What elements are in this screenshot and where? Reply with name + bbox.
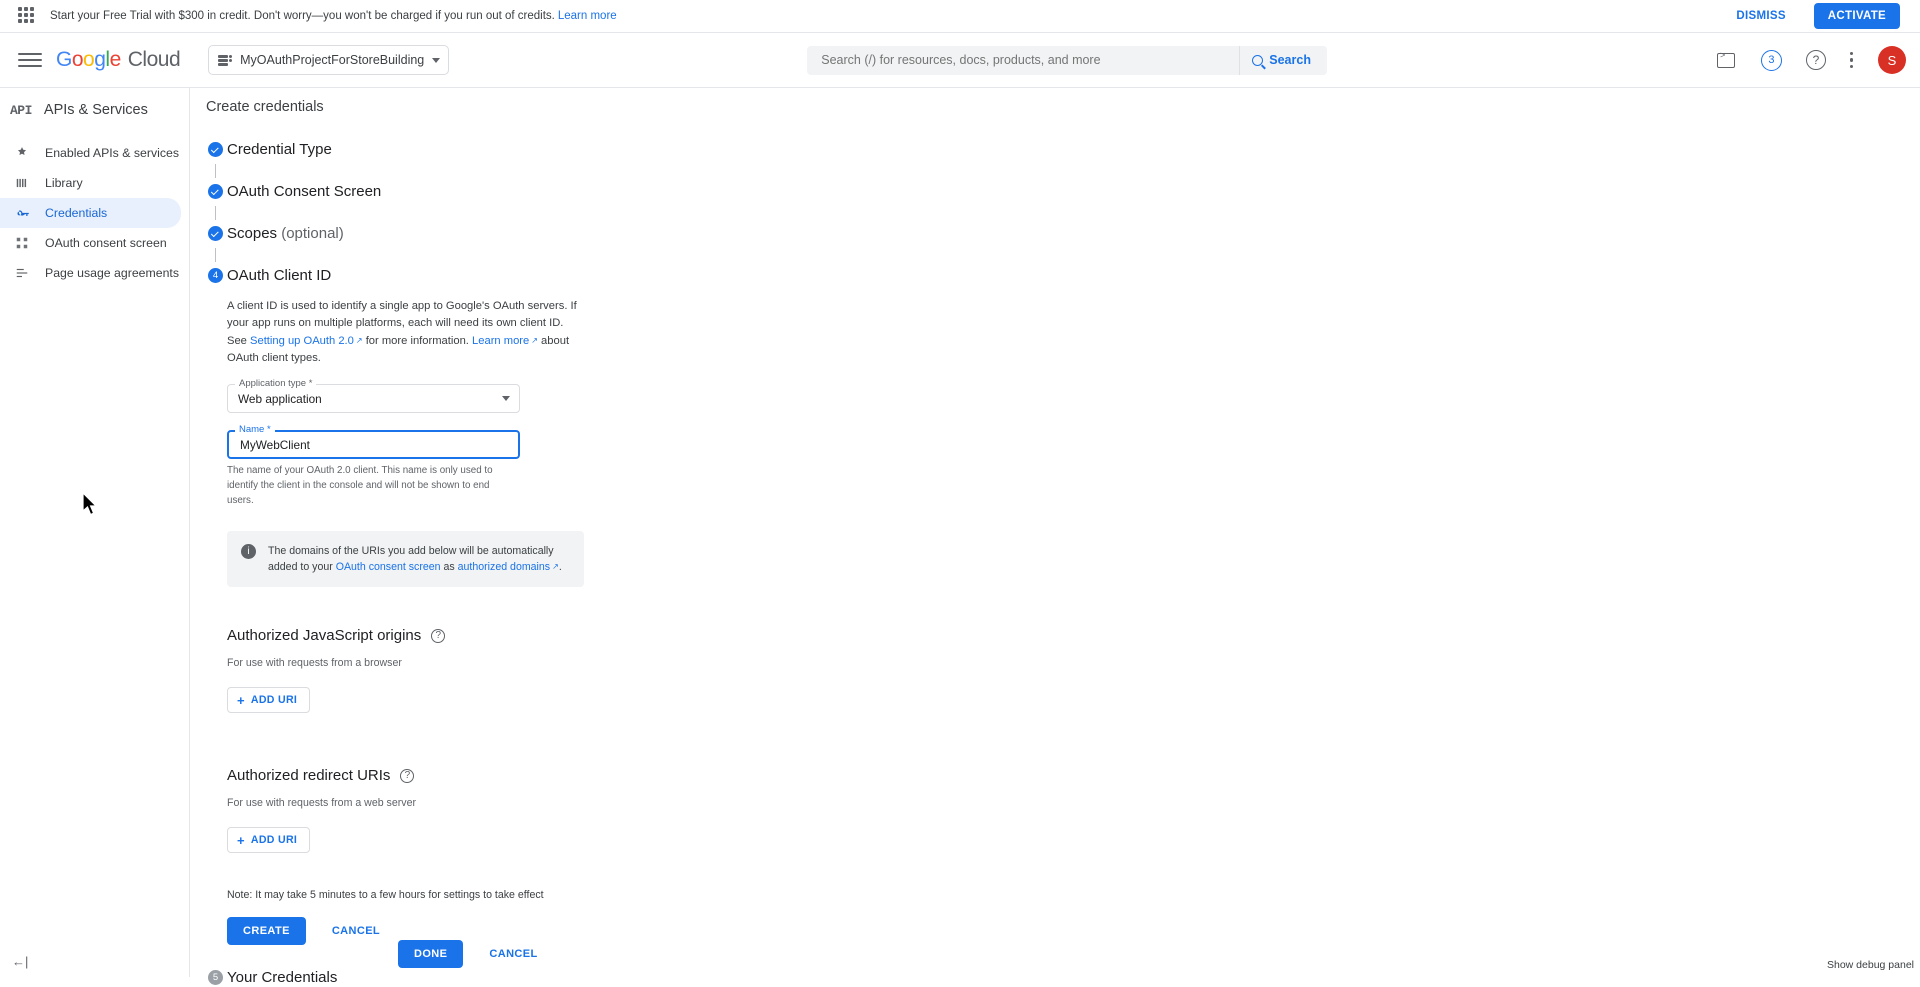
google-cloud-logo[interactable]: [56, 48, 180, 72]
redirect-uris-title: Authorized redirect URIs: [227, 767, 391, 785]
collapse-sidebar-icon[interactable]: ←|: [12, 954, 29, 969]
application-type-field[interactable]: [227, 378, 520, 413]
desc-part-3: about OAuth client types.: [227, 334, 570, 365]
logo-letter: l: [105, 48, 110, 71]
setting-up-oauth-link[interactable]: Setting up OAuth 2.0 ↗: [250, 335, 363, 347]
trial-banner-text: Start your Free Trial with $300 in credit. Don't worry—you won't be charged if you run out of credits.: [50, 10, 555, 22]
logo-letter: G: [56, 48, 72, 71]
step-number-badge: 5: [208, 970, 223, 985]
plus-icon: +: [237, 692, 245, 708]
add-uri-label: ADD URI: [250, 694, 298, 707]
step-title: Credential Type: [227, 141, 332, 158]
page-title: Create credentials: [206, 98, 324, 115]
wizard-content: [190, 125, 1920, 987]
project-selector[interactable]: [208, 45, 449, 75]
logo-letter: o: [83, 48, 95, 71]
client-name-label: Name *: [235, 424, 275, 435]
learn-more-link[interactable]: Learn more ↗: [472, 335, 538, 347]
show-debug-panel-link[interactable]: Show debug panel: [1827, 959, 1914, 971]
sidebar-item-label: Page usage agreements: [45, 266, 179, 280]
trial-banner: [0, 0, 1920, 33]
step-oauth-client-id: [208, 267, 1920, 945]
redirect-uris-add-uri-button[interactable]: [227, 827, 310, 853]
step-title: OAuth Client ID: [227, 267, 332, 284]
step-connector: [215, 248, 216, 262]
page-body: [0, 88, 1920, 987]
key-icon: [14, 205, 30, 221]
redirect-uris-title-row: [227, 767, 1920, 784]
sidebar-item-credentials[interactable]: [0, 198, 181, 228]
search-input[interactable]: [819, 52, 1227, 68]
redirect-uris-subtitle: For use with requests from a web server: [227, 797, 416, 810]
logo-letter: o: [71, 48, 84, 71]
sidebar-item-oauth-consent-screen[interactable]: [0, 228, 181, 258]
footer-cancel-button[interactable]: CANCEL: [479, 940, 547, 968]
authorized-domains-link[interactable]: authorized domains ↗: [458, 561, 559, 573]
trial-banner-actions: [1730, 3, 1906, 29]
sidebar-item-label: Enabled APIs & services: [45, 146, 179, 160]
sidebar-title: APIs & Services: [43, 102, 148, 118]
notifications-button[interactable]: 3: [1761, 50, 1782, 71]
search-button-label: Search: [1269, 53, 1311, 67]
js-origins-add-uri-button[interactable]: [227, 687, 310, 713]
chevron-down-icon: [432, 58, 440, 63]
application-type-value: Web application: [238, 391, 322, 406]
main-content: [190, 88, 1920, 987]
step-status-icon: [208, 184, 223, 199]
dismiss-button[interactable]: DISMISS: [1730, 6, 1791, 26]
chevron-down-icon: [502, 396, 510, 401]
sidebar: [0, 88, 190, 977]
logo-letter: g: [94, 48, 106, 71]
step-status-icon: [208, 142, 223, 157]
step-connector: [215, 206, 216, 220]
sidebar-items: [0, 138, 189, 288]
search-button[interactable]: [1239, 46, 1327, 75]
step-title: OAuth Consent Screen: [227, 183, 382, 200]
plus-icon: +: [237, 832, 245, 848]
terminal-icon: [1717, 53, 1735, 68]
cancel-button[interactable]: CANCEL: [322, 917, 390, 945]
step-oauth-consent-screen[interactable]: [208, 183, 1920, 201]
desc-part-2: for more information.: [362, 334, 473, 347]
logo-cloud-text: Cloud: [127, 48, 181, 71]
sidebar-item-label: Library: [45, 176, 83, 190]
more-options-icon[interactable]: [1850, 51, 1854, 69]
desc-part-1: A client ID is used to identify a single app to Google's OAuth servers. If your app runs on multiple platforms, each will need its own client ID. See: [227, 300, 577, 347]
cloud-shell-button[interactable]: [1715, 49, 1737, 71]
search-area: [807, 46, 1327, 75]
oauth-consent-screen-link[interactable]: OAuth consent screen: [335, 560, 441, 573]
step-title-text: Scopes: [227, 225, 278, 242]
step-credential-type[interactable]: [208, 141, 1920, 159]
step-title-suffix: (optional): [277, 225, 344, 242]
library-icon: [14, 175, 30, 191]
sidebar-header: [0, 88, 189, 132]
step-title: [227, 225, 344, 242]
api-logo: API: [10, 102, 32, 118]
js-origins-title-row: [227, 627, 1920, 644]
js-origins-title: Authorized JavaScript origins: [227, 627, 422, 645]
application-type-label: Application type *: [235, 378, 316, 389]
search-icon: [1252, 55, 1263, 66]
trial-learn-more-link[interactable]: Learn more: [557, 10, 617, 22]
step-connector: [215, 164, 216, 178]
client-name-input[interactable]: [238, 437, 509, 453]
consent-icon: [14, 235, 30, 251]
sidebar-item-page-usage-agreements[interactable]: [0, 258, 181, 288]
sidebar-item-enabled-apis[interactable]: [0, 138, 181, 168]
wizard-footer: [380, 931, 1920, 977]
domains-info-box: [227, 531, 584, 588]
client-name-field[interactable]: [227, 424, 520, 459]
agreements-icon: [14, 265, 30, 281]
done-button[interactable]: DONE: [398, 940, 463, 968]
info-part-1: The domains of the URIs you add below will be automatically added to your: [268, 544, 554, 573]
project-icon: [218, 53, 232, 67]
step-scopes[interactable]: [208, 225, 1920, 243]
project-name: MyOAuthProjectForStoreBuilding: [240, 53, 425, 67]
dashboard-icon: [14, 145, 30, 161]
add-uri-label: ADD URI: [250, 834, 298, 847]
step-status-icon: [208, 226, 223, 241]
client-name-helper-text: The name of your OAuth 2.0 client. This name is only used to identify the client in the console and will not be shown to end users.: [227, 465, 493, 506]
search-box[interactable]: [807, 46, 1239, 75]
help-icon[interactable]: ?: [431, 629, 445, 643]
help-icon[interactable]: ?: [1806, 50, 1826, 70]
create-button[interactable]: CREATE: [227, 917, 306, 945]
oauth-client-form: [227, 298, 1920, 945]
step-title: Your Credentials: [227, 969, 338, 987]
avatar[interactable]: S: [1878, 46, 1906, 74]
sidebar-item-label: OAuth consent screen: [45, 236, 167, 250]
sidebar-item-library[interactable]: [0, 168, 181, 198]
help-icon[interactable]: ?: [400, 769, 414, 783]
step-number-badge: 4: [208, 268, 223, 283]
logo-letter: e: [109, 48, 121, 71]
activate-button[interactable]: ACTIVATE: [1814, 3, 1900, 29]
top-bar-actions: [1685, 46, 1906, 74]
info-part-2: as: [440, 560, 458, 573]
top-bar: [0, 33, 1920, 88]
settings-note: Note: It may take 5 minutes to a few hours for settings to take effect: [227, 889, 544, 902]
info-part-3: .: [558, 560, 562, 573]
info-icon: i: [241, 544, 256, 559]
sidebar-item-label: Credentials: [45, 206, 108, 220]
menu-icon[interactable]: [18, 48, 42, 72]
js-origins-subtitle: For use with requests from a browser: [227, 657, 402, 670]
apps-grid-icon[interactable]: [18, 7, 36, 25]
domains-info-text: [268, 543, 570, 576]
client-id-description: [227, 298, 582, 367]
